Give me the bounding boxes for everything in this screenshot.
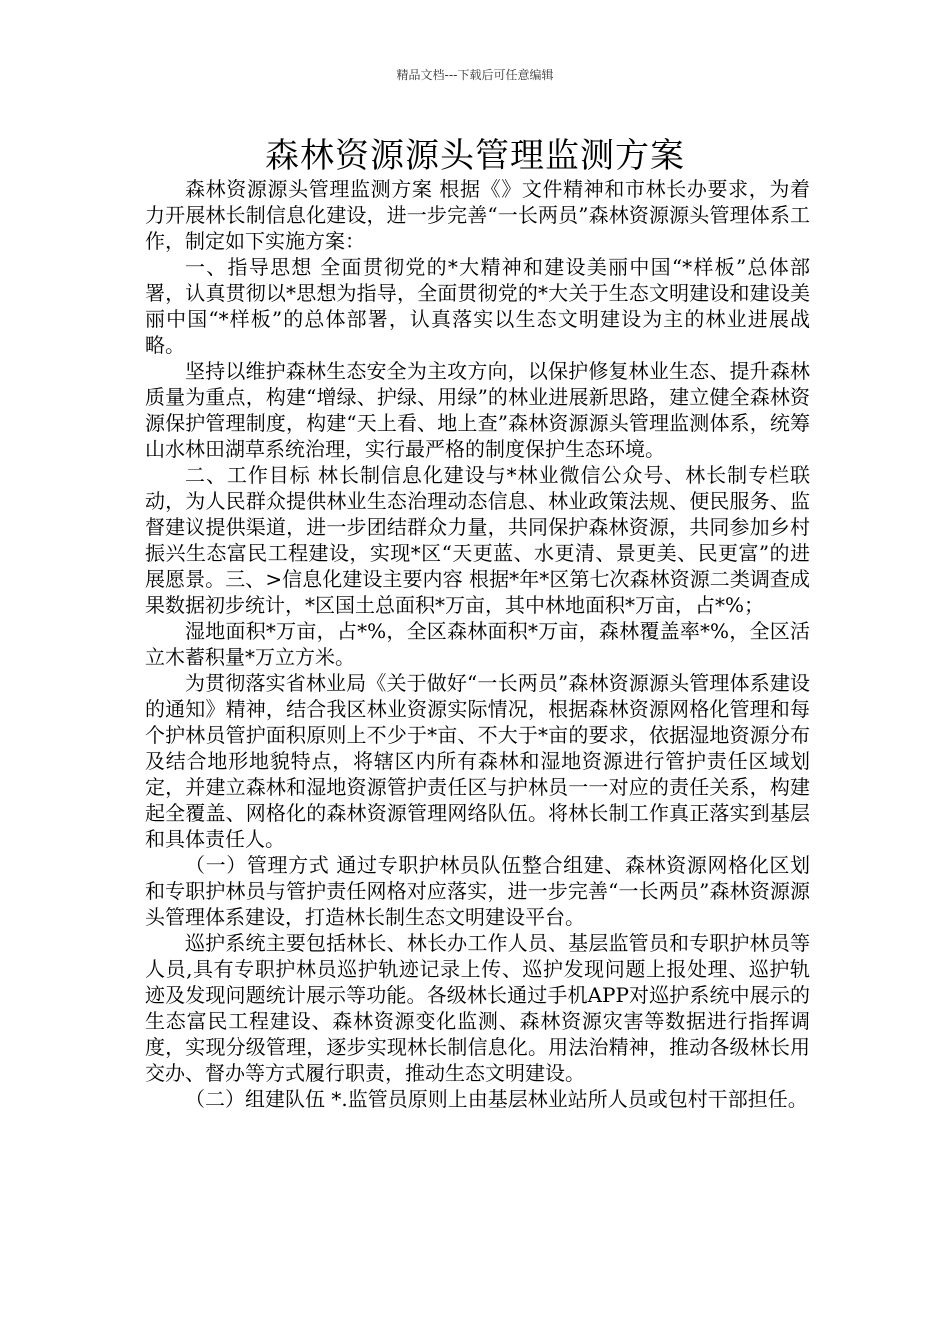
paragraph-work-goals: 二、工作目标 林长制信息化建设与*林业微信公众号、林长制专栏联动，为人民群众提供林业生态治理动态信息、林业政策法规、便民服务、监督建议提供渠道，进一步团结群众力量，共同保护森林资源，共同参加乡村振兴生态富民工程建设，实现*区“天更蓝、水更清、景更美、民更富”的进展愿景。三、>信息化建设主要内容 根据*年*区第七次森林资源二类调查成果数据初步统计，*区国土总面积*万亩，其中林地面积*万亩，占*%； (145, 463, 810, 617)
paragraph-wetland-area: 湿地面积*万亩，占*%，全区森林面积*万亩，森林覆盖率*%，全区活立木蓄积量*万立方米。 (145, 619, 810, 669)
paragraph-patrol-system: 巡护系统主要包括林长、林长办工作人员、基层监管员和专职护林员等人员,具有专职护林员巡护轨迹记录上传、巡护发现问题上报处理、巡护轨迹及发现问题统计展示等功能。各级林长通过手机APP对巡护系统中展示的生态富民工程建设、森林资源变化监测、森林资源灾害等数据进行指挥调度，实现分级管理，逐步实现林长制信息化。用法治精神，推动各级林长用交办、督办等方式履行职责，推动生态文明建设。 (145, 931, 810, 1085)
paragraph-management-mode: （一）管理方式 通过专职护林员队伍整合组建、森林资源网格化区划和专职护林员与管护责任网格对应落实，进一步完善“一长两员”森林资源源头管理体系建设，打造林长制生态文明建设平台。 (145, 853, 810, 929)
page-header: 精品文档---下载后可任意编辑 (396, 68, 554, 82)
paragraph-team-building: （二）组建队伍 *.监管员原则上由基层林业站所人员或包村干部担任。 (185, 1087, 808, 1111)
paragraph-implementation: 为贯彻落实省林业局《关于做好“一长两员”森林资源源头管理体系建设的通知》精神，结合我区林业资源实际情况，根据森林资源网格化管理和每个护林员管护面积原则上不少于*亩、不大于*亩的要求，依据湿地资源分布及结合地形地貌特点，将辖区内所有森林和湿地资源进行管护责任区域划定，并建立森林和湿地资源管护责任区与护林员一一对应的责任关系，构建起全覆盖、网格化的森林资源管理网络队伍。将林长制工作真正落实到基层和具体责任人。 (145, 671, 810, 851)
paragraph-ecological-security: 坚持以维护森林生态安全为主攻方向，以保护修复林业生态、提升森林质量为重点，构建“增绿、护绿、用绿”的林业进展新思路，建立健全森林资源保护管理制度，构建“天上看、地上查”森林资源源头管理监测体系，统筹山水林田湖草系统治理，实行最严格的制度保护生态环境。 (145, 359, 810, 461)
document-title: 森林资源源头管理监测方案 (265, 136, 685, 176)
document-body (145, 176, 810, 1112)
paragraph-guiding-thought: 一、指导思想 全面贯彻党的*大精神和建设美丽中国“*样板”总体部署，认真贯彻以*思想为指导，全面贯彻党的*大关于生态文明建设和建设美丽中国“*样板”的总体部署，认真落实以生态文明建设为主的林业进展战略。 (145, 255, 810, 357)
paragraph-intro: 森林资源源头管理监测方案 根据《》文件精神和市林长办要求，为着力开展林长制信息化建设，进一步完善“一长两员”森林资源源头管理体系工作，制定如下实施方案： (145, 177, 810, 253)
